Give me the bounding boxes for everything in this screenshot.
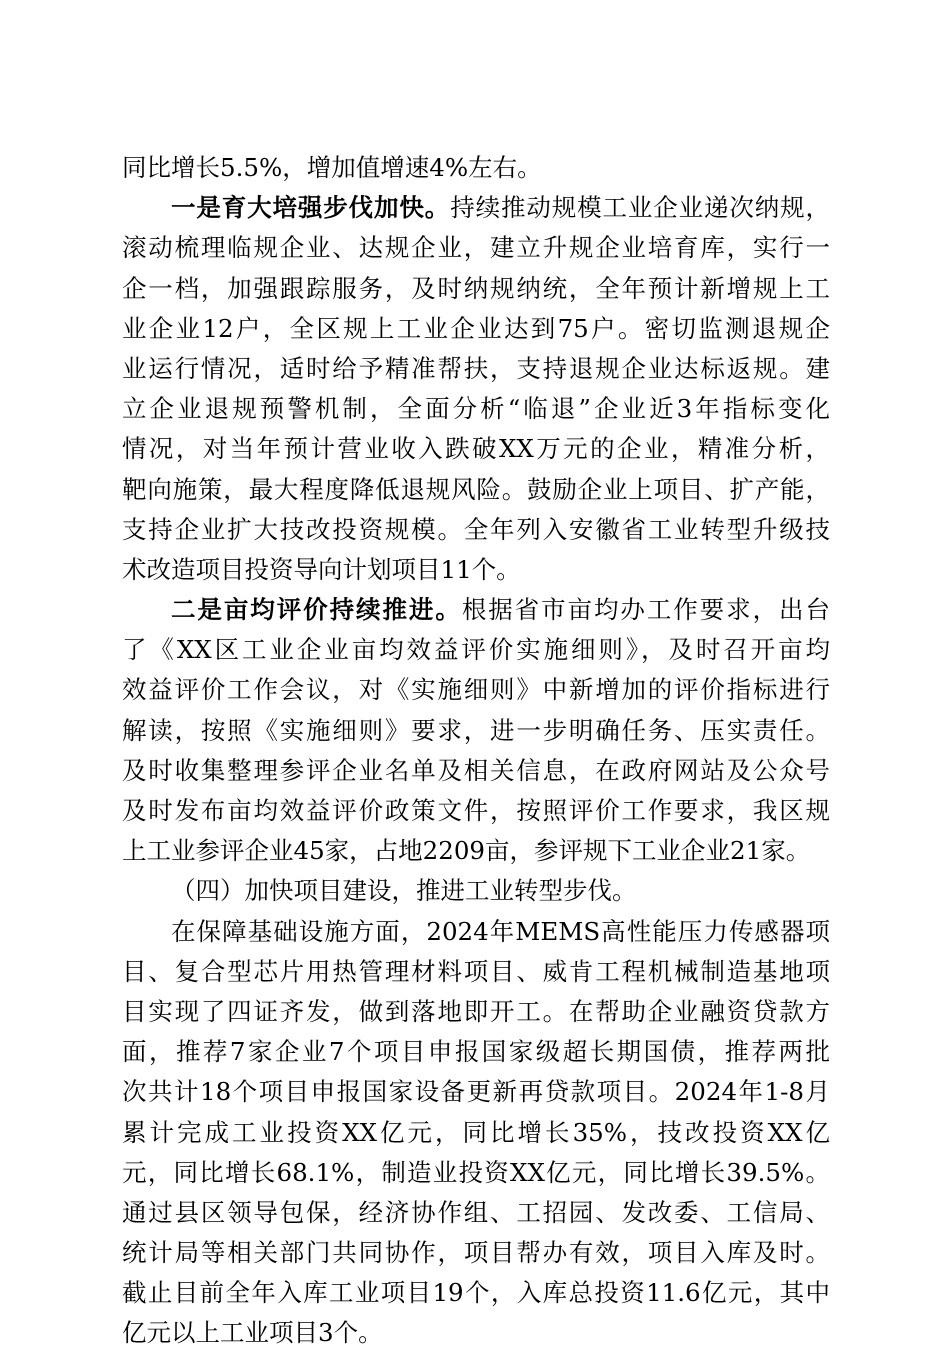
text-line <box>122 1072 830 1112</box>
text-line <box>122 429 830 469</box>
line-text: 业运行情况，适时给予精准帮扶，支持退规企业达标返规。建 <box>122 353 830 383</box>
line-text: 企一档，加强跟踪服务，及时纳规纳统，全年预计新增规上工 <box>122 273 830 303</box>
text-line <box>122 952 830 992</box>
line-text: 解读，按照《实施细则》要求，进一步明确任务、压实责任。 <box>122 715 830 745</box>
text-line <box>122 831 830 871</box>
text-line <box>122 1032 830 1072</box>
line-text: 累计完成工业投资XX亿元，同比增长35%，技改投资XX亿 <box>122 1117 830 1147</box>
line-text: 根据省市亩均办工作要求，出台 <box>461 595 830 625</box>
text-line <box>122 711 830 751</box>
text-line <box>122 309 830 349</box>
text-line <box>122 791 830 831</box>
paragraph-heading: 二是亩均评价持续推进。 <box>171 595 462 625</box>
text-line <box>122 992 830 1032</box>
line-text: 及时收集整理参评企业名单及相关信息，在政府网站及公众号 <box>122 755 830 785</box>
line-text: （四）加快项目建设，推进工业转型步伐。 <box>171 876 637 906</box>
line-text: 在保障基础设施方面，2024年MEMS高性能压力传感器项 <box>171 916 830 946</box>
text-line <box>122 510 830 550</box>
text-line <box>122 751 830 791</box>
line-text: 亿元以上工业项目3个。 <box>122 1318 383 1348</box>
text-line <box>122 470 830 510</box>
line-text: 业企业12户，全区规上工业企业达到75户。密切监测退规企 <box>122 313 830 343</box>
text-line <box>122 1113 830 1153</box>
text-line <box>122 228 830 268</box>
line-text: 截止目前全年入库工业项目19个，入库总投资11.6亿元，其中 <box>122 1278 830 1308</box>
line-text: 滚动梳理临规企业、达规企业，建立升规企业培育库，实行一 <box>122 233 830 263</box>
text-line <box>122 912 830 952</box>
text-line <box>122 1153 830 1193</box>
line-text: 靶向施策，最大程度降低退规风险。鼓励企业上项目、扩产能， <box>122 474 830 504</box>
text-line <box>122 550 830 590</box>
line-text: 次共计18个项目申报国家设备更新再贷款项目。2024年1-8月 <box>122 1077 830 1107</box>
text-line <box>122 1313 830 1353</box>
text-line <box>122 188 830 228</box>
text-line <box>122 269 830 309</box>
line-text: 面，推荐7家企业7个项目申报国家级超长期国债，推荐两批 <box>122 1037 830 1067</box>
line-text: 元，同比增长68.1%，制造业投资XX亿元，同比增长39.5%。 <box>122 1157 830 1187</box>
paragraph-heading: 一是育大培强步伐加快。 <box>171 193 451 223</box>
line-text: 通过县区领导包保，经济协作组、工招园、发改委、工信局、 <box>122 1197 830 1227</box>
line-text: 术改造项目投资导向计划项目11个。 <box>122 554 521 584</box>
line-text: 持续推动规模工业企业递次纳规， <box>450 193 831 223</box>
line-text: 及时发布亩均效益评价政策文件，按照评价工作要求，我区规 <box>122 796 830 825</box>
line-text: 目、复合型芯片用热管理材料项目、威肯工程机械制造基地项 <box>122 956 830 986</box>
line-text: 同比增长5.5%，增加值增速4%左右。 <box>122 153 542 182</box>
text-line <box>122 1193 830 1233</box>
text-line <box>122 1273 830 1313</box>
line-text: 目实现了四证齐发，做到落地即开工。在帮助企业融资贷款方 <box>122 996 830 1026</box>
line-text: 情况，对当年预计营业收入跌破XX万元的企业，精准分析， <box>122 434 830 464</box>
text-line <box>122 148 830 188</box>
line-text: 效益评价工作会议，对《实施细则》中新增加的评价指标进行 <box>122 675 830 705</box>
line-text: 了《XX区工业企业亩均效益评价实施细则》，及时召开亩均 <box>122 635 830 665</box>
line-text: 统计局等相关部门共同协作，项目帮办有效，项目入库及时。 <box>122 1238 830 1268</box>
text-line <box>122 871 830 911</box>
text-line <box>122 630 830 670</box>
text-line <box>122 349 830 389</box>
text-line <box>122 389 830 429</box>
document-page <box>122 148 830 1354</box>
line-text: 支持企业扩大技改投资规模。全年列入安徽省工业转型升级技 <box>122 514 830 544</box>
line-text: 上工业参评企业45家，占地2209亩，参评规下工业企业21家。 <box>122 836 811 866</box>
text-line <box>122 670 830 710</box>
text-line <box>122 590 830 630</box>
text-line <box>122 1233 830 1273</box>
line-text: 立企业退规预警机制，全面分析“临退”企业近3年指标变化 <box>122 394 830 424</box>
